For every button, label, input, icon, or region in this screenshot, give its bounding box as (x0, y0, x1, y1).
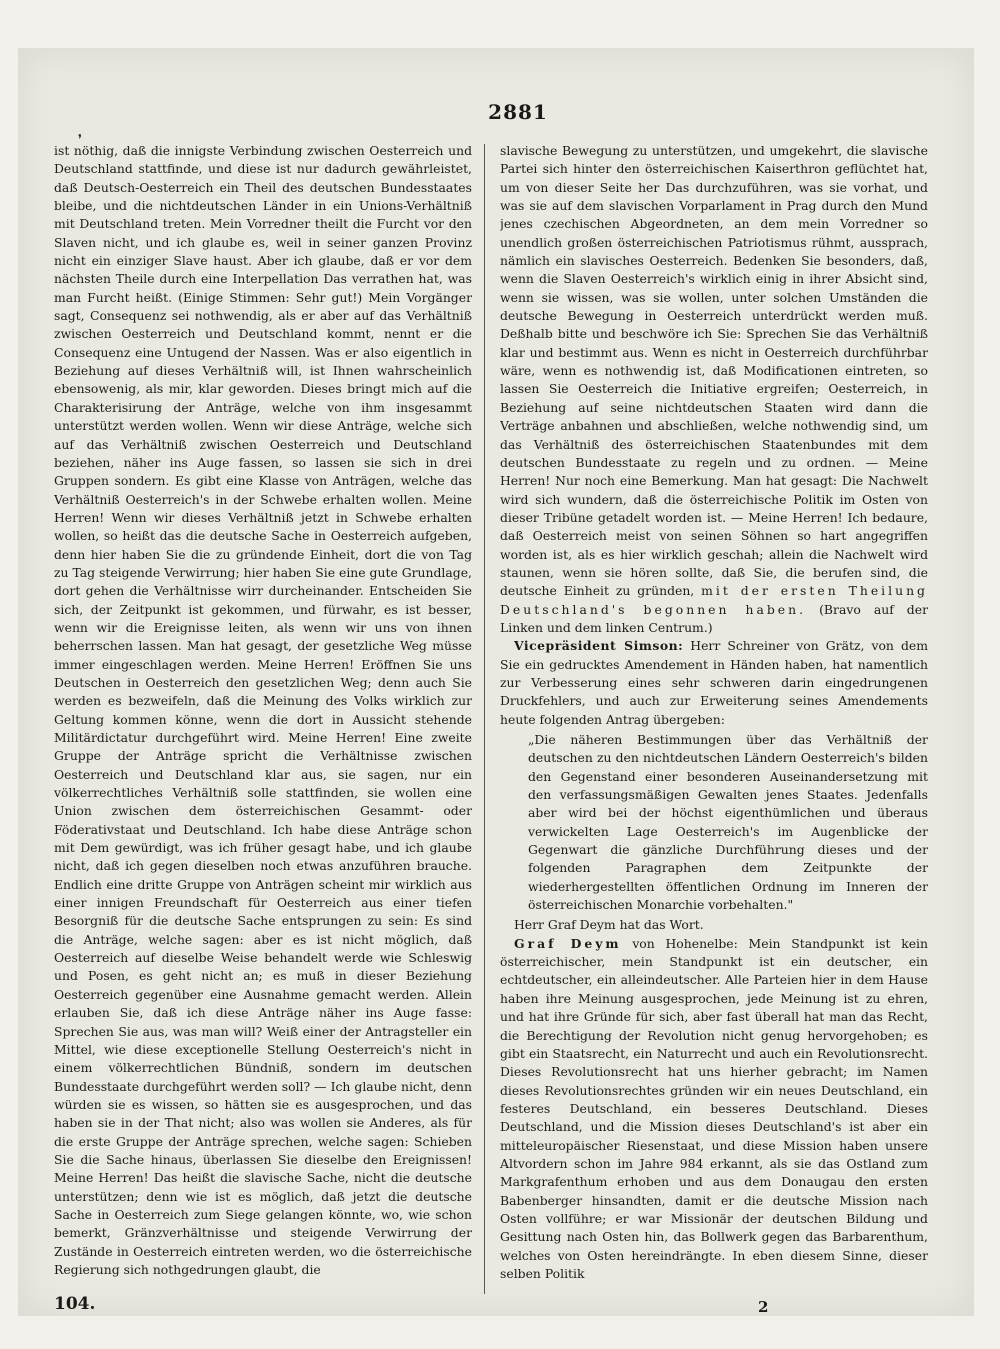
right-column (500, 142, 928, 1292)
emphasized-phrase: mit der ersten Theilung Deutschland's begonnen haben. (500, 583, 928, 617)
speaker-name-2: Graf Deym (514, 935, 622, 951)
quoted-amendment: „Die näheren Bestimmungen über das Verhältniß der deutschen zu den nichtdeutschen Ländern Oesterreich's bilden den Gegenstand einer besonderen Auseinandersetzung mit den verfassungsmäßigen Gewalten jenes Staates. Jedenfalls aber wird bei der höchst eigenthümlichen und überaus verwickelten Lage Oesterreich's im Augenblicke der Gegenwart die gänzliche Durchführung dieses und der folgenden Paragraphen dem Zeitpunkte der wiederhergestellten öffentlichen Ordnung im Inneren der österreichischen Monarchie vorbehalten." (528, 732, 928, 913)
print-mark: ❜ (78, 132, 82, 146)
right-paragraph-3: Herr Graf Deym hat das Wort. (514, 917, 704, 933)
sheet-number: 104. (54, 1294, 96, 1314)
right-paragraph-1 (500, 142, 928, 637)
right-paragraph-4-text: von Hohenelbe: Mein Standpunkt ist kein österreichischer, mein Standpunkt ist ein deutscher, ein echtdeutscher, ein alleindeutscher. Alle Parteien hier in dem Hause haben ihre Meinung ausgesprochen, jede Meinung ist zu ehren, und hat ihre Gründe für sich, aber fast überall hat man das Recht, die Berechtigung der Revolution nicht genug hervorgehoben; es gibt ein Staatsrecht, ein Naturrecht und auch ein Revolutionsrecht. Dieses Revolutionsrecht hat uns hierher gebracht; im Namen dieses Revolutionsrechtes gründen wir ein neues Deutschland, ein festeres Deutschland, ein besseres Deutschland. Dieses Deutschland, und die Mission dieses Deutschland's ist aber ein mitteleuropäischer Riesenstaat, und diese Mission haben unsere Altvordern schon im Jahre 984 erkannt, als sie das Ostland zum Markgrafenthum erhoben und aus dem Donaugau den ersten Babenberger hinsandten, damit er die deutsche Mission nach Osten vollführe; er war Missionär der deutschen Bildung und Gesittung nach Osten hin, das Bollwerk gegen das Barbarenthum, welches von Osten hereindrängte. In eben diesem Sinne, dieser selben Politik (500, 935, 928, 1281)
applause-note: (Bravo auf der Linken und dem linken Centrum.) (500, 601, 928, 635)
page-number: 2881 (488, 100, 548, 124)
speaker-name: Vicepräsident Simson: (514, 638, 684, 654)
right-paragraph-1-text: slavische Bewegung zu unterstützen, und umgekehrt, die slavische Partei sich hinter den österreichischen Kaiserthron geflüchtet hat, um von dieser Seite her Das durchzuführen, was sie vorhat, und was sie auf dem slavischen Vorparlament in Prag durch den Mund jenes czechischen Abgeordneten, an dem mein Vorredner so unendlich großen österreichischen Patriotismus rühmt, aussprach, nämlich ein slavisches Oesterreich. Bedenken Sie besonders, daß, wenn die Slaven Oesterreich's wirklich einig in ihrer Absicht sind, wenn sie wissen, was sie wollen, unter solchen Umständen die deutsche Bewegung in Oesterreich unterdrückt werden muß. Deßhalb bitte und beschwöre ich Sie: Sprechen Sie das Verhältniß klar und bestimmt aus. Wenn es nicht in Oesterreich durchführbar wäre, wenn es nothwendig ist, daß Modificationen eintreten, so lassen Sie Oesterreich die Initiative ergreifen; Oesterreich, in Beziehung auf seine nichtdeutschen Staaten wird dann die Verträge anbahnen und abschließen, welche nothwendig sind, um das Verhältniß des österreichischen Staatenbundes mit dem deutschen Bundesstaate zu regeln und zu ordnen. — Meine Herren! Nur noch eine Bemerkung. Man hat gesagt: Die Nachwelt wird sich wundern, daß die österreichische Politik im Osten von dieser Tribüne getadelt worden ist. — Meine Herren! Ich bedaure, daß Oesterreich meist von seinen Söhnen so hart angegriffen worden ist, als es hier wirklich geschah; allein die Nachwelt wird staunen, wenn sie hören sollte, daß Sie, die berufen sind, die deutsche Einheit zu gründen, (500, 143, 928, 599)
column-divider (484, 144, 485, 1294)
right-paragraph-2-text: Herr Schreiner von Grätz, von dem Sie ein gedrucktes Amendement in Händen haben, hat namentlich zur Verbesserung eines sehr schweren darin eingedrungenen Druckfehlers, und auch zur Erweiterung seines Amendements heute folgenden Antrag übergeben: (500, 638, 928, 727)
newspaper-page (18, 48, 974, 1316)
right-paragraph-4 (500, 935, 928, 1284)
signature-number: 2 (758, 1298, 769, 1316)
right-paragraph-2 (500, 637, 928, 729)
left-column (54, 142, 472, 1292)
left-column-text: ist nöthig, daß die innigste Verbindung zwischen Oesterreich und Deutschland stattfinde, und diese ist nur dadurch gewährleistet, daß Deutsch-Oesterreich ein Theil des deutschen Bundesstaates bleibe, und die nichtdeutschen Länder in ein Unions-Verhältniß mit Deutschland treten. Mein Vorredner theilt die Furcht vor den Slaven nicht, und ich glaube es, weil in seiner ganzen Provinz nicht ein einziger Slave haust. Aber ich glaube, daß er vor dem nächsten Theile durch eine Interpellation Das verrathen hat, was man Furcht heißt. (Einige Stimmen: Sehr gut!) Mein Vorgänger sagt, Consequenz sei nothwendig, als er aber auf das Verhältniß zwischen Oesterreich und Deutschland kommt, nennt er die Consequenz eine Untugend der Nassen. Was er also eigentlich in Beziehung auf dieses Verhältniß will, ist Ihnen wahrscheinlich ebensowenig, als mir, klar geworden. Dieses bringt mich auf die Charakterisirung der Anträge, welche von ihm insgesammt unterstützt werden wollen. Wenn wir diese Anträge, welche sich auf das Verhältniß zwischen Oesterreich und Deutschland beziehen, näher ins Auge fassen, so lassen sie sich in drei Gruppen sondern. Es gibt eine Klasse von Anträgen, welche das Verhältniß Oesterreich's in der Schwebe erhalten wollen. Meine Herren! Wenn wir dieses Verhältniß jetzt in Schwebe erhalten wollen, so heißt das die deutsche Sache in Oesterreich aufgeben, denn hier haben Sie die zu gründende Einheit, dort die von Tag zu Tag steigende Verwirrung; hier haben Sie eine gute Grundlage, dort gehen die Verhältnisse wirr durcheinander. Entscheiden Sie sich, der Zeitpunkt ist gekommen, und fürwahr, es ist besser, wenn wir die Ereignisse leiten, als wenn wir uns von ihnen beherrschen lassen. Man hat gesagt, der gesetzliche Weg müsse immer eingeschlagen werden. Meine Herren! Eröffnen Sie uns Deutschen in Oesterreich den gesetzlichen Weg; denn auch Sie werden es bezweifeln, daß die Meinung des Volks wirklich zur Geltung kommen könne, wenn die dort in Aussicht stehende Militärdictatur durchgeführt wird. Meine Herren! Eine zweite Gruppe der Anträge spricht die Verhältnisse zwischen Oesterreich und Deutschland klar aus, sie sagen, nur ein völkerrechtliches Verhältniß solle stattfinden, sie wollen eine Union zwischen dem österreichischen Gesammt- oder Föderativstaat und Deutschland. Ich habe diese Anträge schon mit Dem gewürdigt, was ich früher gesagt habe, und ich glaube nicht, daß ich gegen dieselben noch etwas anzuführen brauche. Endlich eine dritte Gruppe von Anträgen scheint mir wirklich aus einer innigen Freundschaft für Oesterreich aus einer tiefen Besorgniß für die deutsche Sache entsprungen zu sein: Es sind die Anträge, welche sagen: aber es ist nicht möglich, daß Oesterreich auf dieselbe Weise behandelt werde wie Schleswig und Posen, es geht nicht an; es muß in dieser Beziehung Oesterreich gegenüber eine Ausnahme gemacht werden. Allein erlauben Sie, daß ich diese Anträge näher ins Auge fasse: Sprechen Sie aus, was man will? Weiß einer der Antragsteller ein Mittel, wie diese exceptionelle Stellung Oesterreich's nicht in einem völkerrechtlichen Bündniß, sondern im deutschen Bundesstaate durchgeführt werden soll? — Ich glaube nicht, denn würden sie es wissen, so hätten sie es ausgesprochen, und das haben sie in der That nicht; also was wollen sie Anderes, als für die erste Gruppe der Anträge sprechen, welche sagen: Schieben Sie die Sache hinaus, überlassen Sie dieselbe den Ereignissen! Meine Herren! Das heißt die slavische Sache, nicht die deutsche unterstützen; denn wie ist es möglich, daß jetzt die deutsche Sache in Oesterreich zum Siege gelangen könnte, wo, wie schon bemerkt, Gränzverhältnisse und steigende Verwirrung der Zustände in Oesterreich eintreten werden, wo die österreichische Regierung sich nothgedrungen glaubt, die (54, 143, 472, 1277)
